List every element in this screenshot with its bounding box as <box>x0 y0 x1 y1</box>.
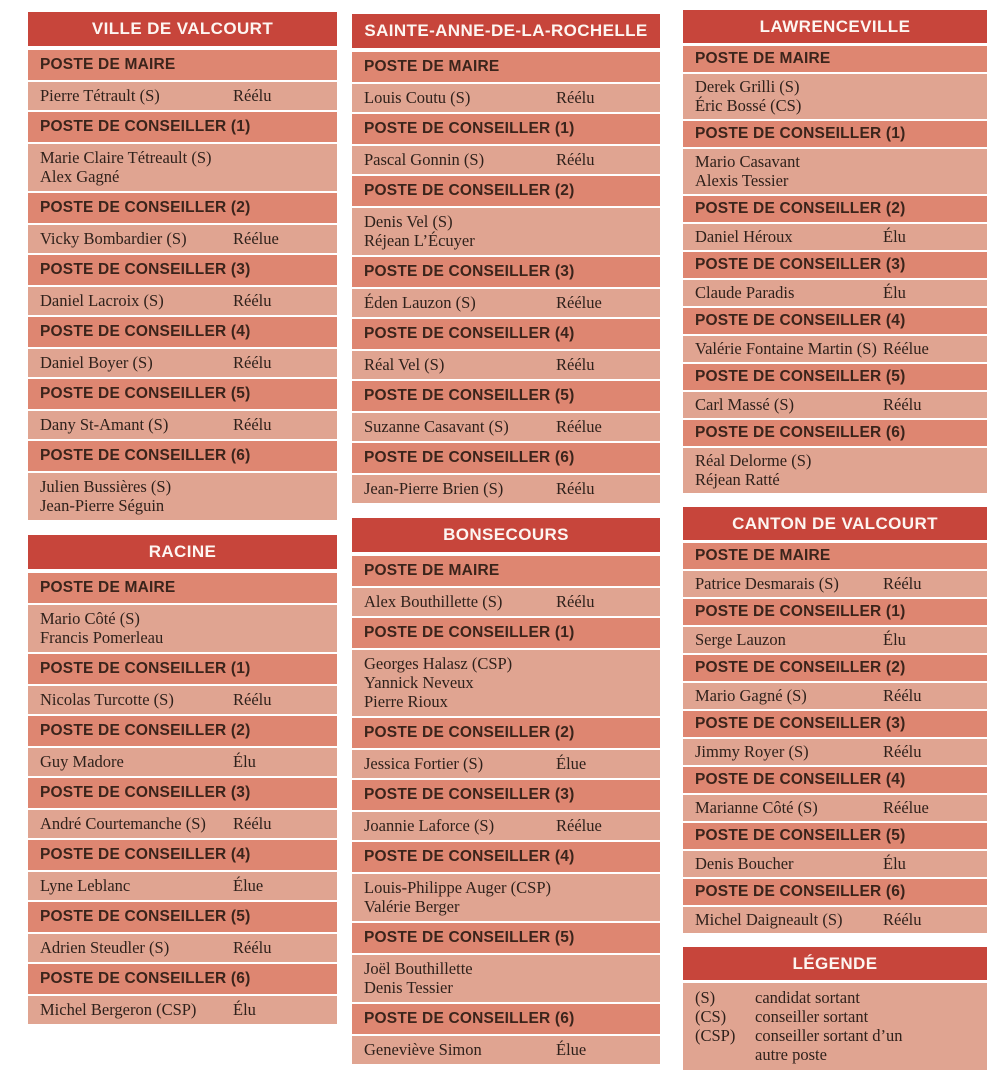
candidate-line <box>695 910 979 929</box>
candidate-name: Carl Massé (S) <box>695 395 794 414</box>
candidate-line <box>40 167 329 186</box>
candidate-line <box>364 88 652 107</box>
candidates-row <box>28 349 337 377</box>
candidate-line <box>40 876 329 895</box>
post-label: POSTE DE CONSEILLER (1) <box>683 121 987 147</box>
candidate-name: Claude Paradis <box>695 283 795 302</box>
post-label: POSTE DE CONSEILLER (6) <box>683 420 987 446</box>
candidate-result: Élue <box>233 876 264 895</box>
candidates-row <box>352 208 660 255</box>
candidates-row <box>28 686 337 714</box>
candidate-result: Élu <box>883 283 906 302</box>
candidates-row <box>28 473 337 520</box>
candidate-result: Réélue <box>883 339 929 358</box>
candidate-name: Dany St-Amant (S) <box>40 415 169 434</box>
post-label: POSTE DE CONSEILLER (5) <box>352 381 660 411</box>
candidates-row <box>28 605 337 652</box>
candidate-name: Guy Madore <box>40 752 124 771</box>
post-label: POSTE DE CONSEILLER (5) <box>683 823 987 849</box>
post-label: POSTE DE CONSEILLER (2) <box>28 193 337 223</box>
candidate-name: Patrice Desmarais (S) <box>695 574 839 593</box>
candidate-result: Réélu <box>883 395 922 414</box>
candidate-name: Nicolas Turcotte (S) <box>40 690 174 709</box>
candidate-result: Réélu <box>556 592 595 611</box>
candidate-line <box>40 496 329 515</box>
candidate-line <box>695 686 979 705</box>
post-label: POSTE DE CONSEILLER (6) <box>683 879 987 905</box>
post-label: POSTE DE CONSEILLER (4) <box>683 767 987 793</box>
candidate-result: Réélu <box>883 742 922 761</box>
candidate-result: Réélue <box>556 417 602 436</box>
legend-key: (S) <box>695 988 716 1007</box>
candidate-name: Mario Casavant <box>695 152 800 171</box>
candidate-name: Denis Boucher <box>695 854 794 873</box>
candidates-row <box>683 627 987 653</box>
candidate-line <box>40 628 329 647</box>
candidate-result: Réélu <box>883 686 922 705</box>
post-label: POSTE DE CONSEILLER (1) <box>683 599 987 625</box>
candidate-name: Jessica Fortier (S) <box>364 754 484 773</box>
candidate-line <box>695 339 979 358</box>
legend-key: (CS) <box>695 1007 727 1026</box>
candidate-result: Réélu <box>233 86 272 105</box>
candidate-line <box>695 798 979 817</box>
post-label: POSTE DE MAIRE <box>352 52 660 82</box>
candidate-result: Réélue <box>233 229 279 248</box>
candidates-row <box>352 146 660 174</box>
candidate-name: Michel Daigneault (S) <box>695 910 843 929</box>
candidate-name: Julien Bussières (S) <box>40 477 172 496</box>
candidate-name: Mario Gagné (S) <box>695 686 807 705</box>
candidate-result: Réélue <box>556 816 602 835</box>
post-label: POSTE DE CONSEILLER (3) <box>352 780 660 810</box>
post-label: POSTE DE CONSEILLER (1) <box>352 618 660 648</box>
candidate-line <box>364 1040 652 1059</box>
candidates-row <box>683 392 987 418</box>
candidate-line <box>364 592 652 611</box>
candidate-name: Pierre Tétrault (S) <box>40 86 160 105</box>
candidate-name: Daniel Héroux <box>695 227 793 246</box>
candidate-result: Réélu <box>556 88 595 107</box>
candidate-result: Réélu <box>233 690 272 709</box>
column-right <box>683 10 987 1084</box>
candidate-line <box>695 227 979 246</box>
candidate-line <box>40 938 329 957</box>
legend-label: candidat sortant <box>755 988 860 1007</box>
post-label: POSTE DE CONSEILLER (2) <box>28 716 337 746</box>
candidate-name: Jean-Pierre Séguin <box>40 496 165 515</box>
candidate-line <box>364 355 652 374</box>
candidate-line <box>695 77 979 96</box>
candidate-name: Alex Bouthillette (S) <box>364 592 503 611</box>
post-label: POSTE DE CONSEILLER (3) <box>352 257 660 287</box>
municipality-section <box>683 507 987 933</box>
candidate-name: Adrien Steudler (S) <box>40 938 170 957</box>
post-label: POSTE DE MAIRE <box>28 50 337 80</box>
candidate-name: Réjean Ratté <box>695 470 780 489</box>
candidate-result: Réélu <box>233 814 272 833</box>
candidates-row <box>352 289 660 317</box>
candidates-row <box>352 750 660 778</box>
legend-section <box>683 947 987 1070</box>
candidate-name: Alex Gagné <box>40 167 120 186</box>
candidate-line <box>695 395 979 414</box>
candidate-name: Valérie Berger <box>364 897 460 916</box>
section-title: VILLE DE VALCOURT <box>28 12 337 46</box>
candidate-line <box>364 897 652 916</box>
candidate-line <box>364 150 652 169</box>
candidate-line <box>364 654 652 673</box>
candidate-line <box>695 171 979 190</box>
candidate-name: Serge Lauzon <box>695 630 786 649</box>
legend-key: (CSP) <box>695 1026 736 1045</box>
candidate-name: Joël Bouthillette <box>364 959 473 978</box>
post-label: POSTE DE CONSEILLER (6) <box>352 443 660 473</box>
candidates-row <box>28 225 337 253</box>
candidate-line <box>695 470 979 489</box>
candidate-result: Réélu <box>233 353 272 372</box>
column-middle <box>352 14 660 1079</box>
candidate-line <box>695 283 979 302</box>
post-label: POSTE DE MAIRE <box>683 543 987 569</box>
post-label: POSTE DE CONSEILLER (3) <box>683 711 987 737</box>
candidate-name: Réal Vel (S) <box>364 355 445 374</box>
candidates-row <box>352 955 660 1002</box>
candidate-line <box>364 417 652 436</box>
post-label: POSTE DE CONSEILLER (5) <box>28 902 337 932</box>
candidate-line <box>40 477 329 496</box>
candidate-result: Élu <box>883 630 906 649</box>
candidate-name: Joannie Laforce (S) <box>364 816 495 835</box>
candidates-row <box>352 413 660 441</box>
candidates-row <box>28 82 337 110</box>
post-label: POSTE DE CONSEILLER (4) <box>28 840 337 870</box>
section-title: RACINE <box>28 535 337 569</box>
candidate-name: Marianne Côté (S) <box>695 798 818 817</box>
candidate-result: Réélu <box>883 910 922 929</box>
municipality-section <box>683 10 987 493</box>
municipality-section <box>352 14 660 503</box>
candidates-row <box>683 683 987 709</box>
candidates-row <box>28 810 337 838</box>
candidate-line <box>364 959 652 978</box>
candidates-row <box>352 650 660 716</box>
post-label: POSTE DE CONSEILLER (5) <box>683 364 987 390</box>
candidates-row <box>28 996 337 1024</box>
candidate-result: Réélu <box>883 574 922 593</box>
candidate-name: Geneviève Simon <box>364 1040 482 1059</box>
post-label: POSTE DE CONSEILLER (6) <box>352 1004 660 1034</box>
candidate-result: Élue <box>556 754 587 773</box>
legend-row <box>695 988 975 1007</box>
legend-label: conseiller sortant d’un autre poste <box>755 1026 903 1064</box>
candidate-name: Pierre Rioux <box>364 692 448 711</box>
candidate-line <box>40 752 329 771</box>
post-label: POSTE DE CONSEILLER (4) <box>683 308 987 334</box>
candidate-line <box>364 231 652 250</box>
section-title: SAINTE-ANNE-DE-LA-ROCHELLE <box>352 14 660 48</box>
section-title: BONSECOURS <box>352 518 660 552</box>
candidates-row <box>28 411 337 439</box>
post-label: POSTE DE CONSEILLER (4) <box>28 317 337 347</box>
candidate-name: Georges Halasz (CSP) <box>364 654 513 673</box>
municipality-section <box>28 12 337 520</box>
candidates-row <box>683 74 987 119</box>
candidate-name: Réjean L’Écuyer <box>364 231 475 250</box>
post-label: POSTE DE CONSEILLER (6) <box>28 441 337 471</box>
candidate-name: Denis Tessier <box>364 978 453 997</box>
candidates-row <box>683 280 987 306</box>
legend-title: LÉGENDE <box>683 947 987 980</box>
candidate-result: Élu <box>233 1000 256 1019</box>
candidate-line <box>364 816 652 835</box>
post-label: POSTE DE CONSEILLER (1) <box>352 114 660 144</box>
post-label: POSTE DE CONSEILLER (5) <box>352 923 660 953</box>
candidate-line <box>364 673 652 692</box>
candidate-result: Réélu <box>556 150 595 169</box>
candidate-name: Derek Grilli (S) <box>695 77 800 96</box>
candidate-line <box>40 353 329 372</box>
candidate-line <box>364 754 652 773</box>
candidate-line <box>40 229 329 248</box>
candidate-line <box>40 415 329 434</box>
section-title: CANTON DE VALCOURT <box>683 507 987 540</box>
candidate-result: Élu <box>883 854 906 873</box>
candidate-name: Jimmy Royer (S) <box>695 742 809 761</box>
legend-row <box>695 1026 975 1064</box>
post-label: POSTE DE CONSEILLER (2) <box>683 655 987 681</box>
candidate-line <box>364 293 652 312</box>
legend-row <box>695 1007 975 1026</box>
candidate-line <box>695 630 979 649</box>
candidate-name: Marie Claire Tétreault (S) <box>40 148 212 167</box>
candidates-row <box>28 748 337 776</box>
candidate-name: Daniel Lacroix (S) <box>40 291 164 310</box>
candidate-name: Louis-Philippe Auger (CSP) <box>364 878 552 897</box>
post-label: POSTE DE CONSEILLER (2) <box>352 176 660 206</box>
post-label: POSTE DE CONSEILLER (2) <box>352 718 660 748</box>
post-label: POSTE DE CONSEILLER (6) <box>28 964 337 994</box>
candidates-row <box>683 336 987 362</box>
candidate-line <box>364 692 652 711</box>
post-label: POSTE DE MAIRE <box>683 46 987 72</box>
candidate-line <box>40 291 329 310</box>
candidate-line <box>364 878 652 897</box>
candidate-name: Louis Coutu (S) <box>364 88 471 107</box>
candidate-result: Élu <box>883 227 906 246</box>
post-label: POSTE DE CONSEILLER (1) <box>28 112 337 142</box>
candidate-result: Réélu <box>556 355 595 374</box>
candidates-row <box>683 571 987 597</box>
candidate-name: Éric Bossé (CS) <box>695 96 802 115</box>
candidates-row <box>683 795 987 821</box>
candidates-row <box>28 934 337 962</box>
candidates-row <box>683 149 987 194</box>
candidates-row <box>352 812 660 840</box>
candidates-row <box>352 1036 660 1064</box>
candidates-row <box>683 739 987 765</box>
candidate-line <box>40 609 329 628</box>
candidates-row <box>28 872 337 900</box>
candidates-row <box>28 144 337 191</box>
candidate-name: Francis Pomerleau <box>40 628 164 647</box>
post-label: POSTE DE MAIRE <box>28 573 337 603</box>
post-label: POSTE DE CONSEILLER (4) <box>352 319 660 349</box>
post-label: POSTE DE CONSEILLER (1) <box>28 654 337 684</box>
candidate-line <box>40 148 329 167</box>
candidate-name: Mario Côté (S) <box>40 609 140 628</box>
candidate-line <box>695 742 979 761</box>
candidate-line <box>40 814 329 833</box>
candidate-result: Réélu <box>233 291 272 310</box>
candidates-row <box>683 907 987 933</box>
candidate-name: Jean-Pierre Brien (S) <box>364 479 504 498</box>
candidates-row <box>28 287 337 315</box>
candidate-line <box>40 1000 329 1019</box>
candidate-name: Pascal Gonnin (S) <box>364 150 485 169</box>
candidate-line <box>695 96 979 115</box>
candidates-row <box>683 448 987 493</box>
candidate-name: Michel Bergeron (CSP) <box>40 1000 197 1019</box>
candidates-row <box>683 851 987 877</box>
candidate-result: Réélu <box>233 938 272 957</box>
candidates-row <box>352 588 660 616</box>
post-label: POSTE DE MAIRE <box>352 556 660 586</box>
candidate-name: Éden Lauzon (S) <box>364 293 476 312</box>
candidate-name: Daniel Boyer (S) <box>40 353 153 372</box>
post-label: POSTE DE CONSEILLER (3) <box>28 778 337 808</box>
candidate-name: Alexis Tessier <box>695 171 789 190</box>
post-label: POSTE DE CONSEILLER (4) <box>352 842 660 872</box>
municipality-section <box>28 535 337 1024</box>
candidate-line <box>364 212 652 231</box>
candidate-name: Vicky Bombardier (S) <box>40 229 187 248</box>
candidate-line <box>695 152 979 171</box>
candidate-line <box>695 574 979 593</box>
candidate-result: Réélu <box>556 479 595 498</box>
post-label: POSTE DE CONSEILLER (2) <box>683 196 987 222</box>
post-label: POSTE DE CONSEILLER (5) <box>28 379 337 409</box>
candidate-line <box>695 451 979 470</box>
candidate-line <box>40 690 329 709</box>
candidate-line <box>40 86 329 105</box>
candidates-row <box>352 351 660 379</box>
candidate-name: Réal Delorme (S) <box>695 451 812 470</box>
candidate-name: Yannick Neveux <box>364 673 474 692</box>
candidate-line <box>364 479 652 498</box>
municipality-section <box>352 518 660 1064</box>
column-left <box>28 12 337 1039</box>
section-title: LAWRENCEVILLE <box>683 10 987 43</box>
candidates-row <box>352 874 660 921</box>
post-label: POSTE DE CONSEILLER (3) <box>683 252 987 278</box>
candidates-row <box>352 475 660 503</box>
candidate-name: Suzanne Casavant (S) <box>364 417 509 436</box>
legend-label: conseiller sortant <box>755 1007 869 1026</box>
candidate-result: Élu <box>233 752 256 771</box>
candidate-result: Réélue <box>883 798 929 817</box>
legend-body <box>683 983 987 1070</box>
candidates-row <box>683 224 987 250</box>
candidates-row <box>352 84 660 112</box>
candidate-name: Lyne Leblanc <box>40 876 131 895</box>
post-label: POSTE DE CONSEILLER (3) <box>28 255 337 285</box>
candidate-name: Denis Vel (S) <box>364 212 453 231</box>
candidate-name: André Courtemanche (S) <box>40 814 206 833</box>
candidate-line <box>364 978 652 997</box>
candidate-result: Réélue <box>556 293 602 312</box>
candidate-result: Réélu <box>233 415 272 434</box>
candidate-name: Valérie Fontaine Martin (S) <box>695 339 877 358</box>
candidate-result: Élue <box>556 1040 587 1059</box>
candidate-line <box>695 854 979 873</box>
